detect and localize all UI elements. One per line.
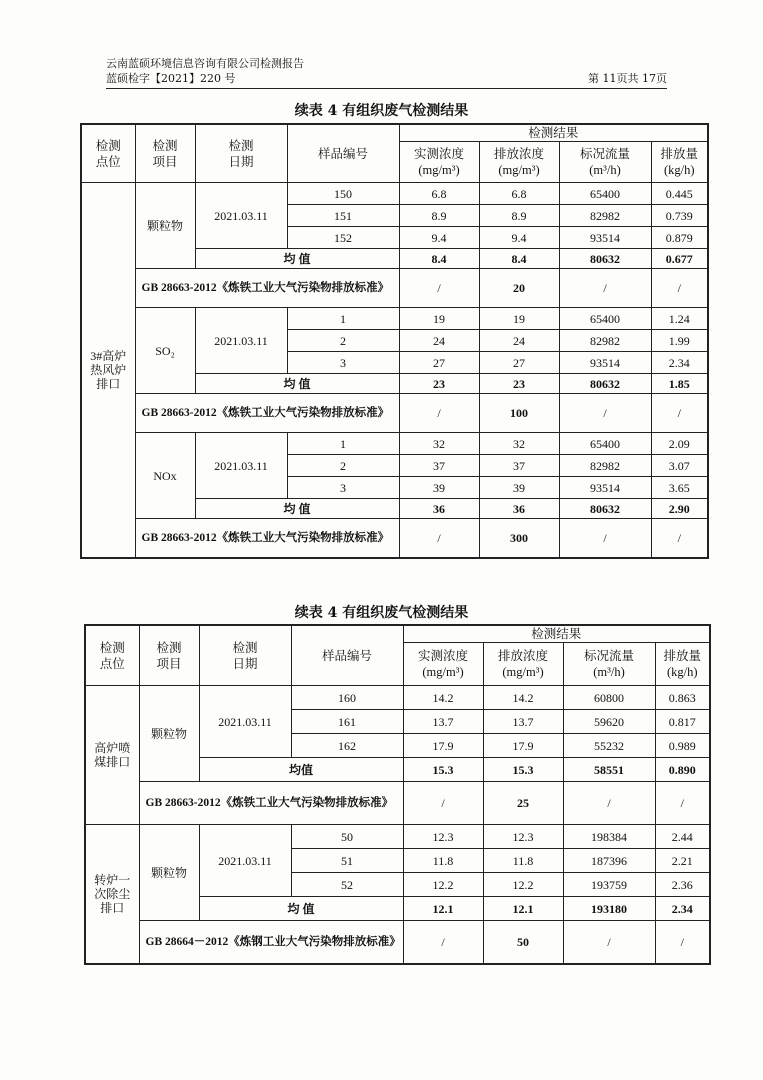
average-cell: 193180 (563, 897, 655, 921)
data-cell: 151 (287, 205, 399, 227)
data-cell: 0.817 (655, 710, 710, 734)
average-cell: 1.85 (651, 374, 708, 394)
average-cell: 12.1 (403, 897, 483, 921)
data-cell: 93514 (559, 477, 651, 499)
limit-cell: / (559, 269, 651, 308)
report-number: 蓝硕检字【2021】220 号 (106, 72, 236, 85)
item-cell: 颗粒物 (135, 183, 195, 269)
average-cell: 80632 (559, 374, 651, 394)
limit-cell: 100 (479, 394, 559, 433)
company-name: 云南蓝硕环境信息咨询有限公司检测报告 (106, 57, 304, 70)
header-item: 检测 项目 (135, 124, 195, 183)
data-cell: 32 (399, 433, 479, 455)
standard-row (85, 921, 710, 965)
page-header (106, 56, 667, 86)
data-cell: 13.7 (483, 710, 563, 734)
average-cell: 2.34 (655, 897, 710, 921)
item-cell: NOx (135, 433, 195, 519)
item-cell: 颗粒物 (139, 686, 199, 782)
data-cell: 162 (291, 734, 403, 758)
limit-cell: / (651, 519, 708, 559)
data-cell: 14.2 (483, 686, 563, 710)
header-emission-rate: 排放量 (kg/h) (655, 643, 710, 686)
data-cell: 193759 (563, 873, 655, 897)
limit-cell: / (651, 394, 708, 433)
table2-caption: 续表 4 有组织废气检测结果 (294, 605, 469, 621)
data-cell: 24 (479, 330, 559, 352)
data-cell: 60800 (563, 686, 655, 710)
data-cell: 3.65 (651, 477, 708, 499)
average-cell: 8.4 (479, 249, 559, 269)
average-cell: 12.1 (483, 897, 563, 921)
data-cell: 3 (287, 352, 399, 374)
table1-caption: 续表 4 有组织废气检测结果 (294, 103, 469, 119)
data-cell: 0.989 (655, 734, 710, 758)
emission-table-1 (80, 123, 709, 559)
date-cell: 2021.03.11 (199, 825, 291, 897)
data-cell: 198384 (563, 825, 655, 849)
data-cell: 55232 (563, 734, 655, 758)
average-cell: 0.890 (655, 758, 710, 782)
table-row (85, 825, 710, 849)
data-cell: 32 (479, 433, 559, 455)
data-cell: 1 (287, 433, 399, 455)
data-cell: 11.8 (403, 849, 483, 873)
date-cell: 2021.03.11 (199, 686, 291, 758)
average-cell: 23 (399, 374, 479, 394)
header-results: 检测结果 (399, 124, 708, 142)
header-rule (106, 88, 667, 89)
table-row (85, 686, 710, 710)
data-cell: 12.3 (483, 825, 563, 849)
data-cell: 17.9 (403, 734, 483, 758)
header-measured: 实测浓度 (mg/m³) (403, 643, 483, 686)
data-cell: 27 (399, 352, 479, 374)
average-cell: 15.3 (483, 758, 563, 782)
item-cell: 颗粒物 (139, 825, 199, 921)
table-row (81, 183, 708, 205)
emission-table-2 (84, 624, 711, 965)
data-cell: 8.9 (479, 205, 559, 227)
date-cell: 2021.03.11 (195, 308, 287, 374)
average-cell: 2.90 (651, 499, 708, 519)
data-cell: 19 (399, 308, 479, 330)
limit-cell: / (399, 519, 479, 559)
limit-cell: / (559, 519, 651, 559)
average-cell: 8.4 (399, 249, 479, 269)
standard-row (85, 782, 710, 825)
standard-label: GB 28663-2012《炼铁工业大气污染物排放标准》 (135, 519, 399, 559)
data-cell: 2 (287, 330, 399, 352)
point-cell: 3#高炉 热风炉 排口 (81, 183, 135, 559)
limit-cell: / (559, 394, 651, 433)
limit-cell: 20 (479, 269, 559, 308)
average-cell: 36 (479, 499, 559, 519)
data-cell: 152 (287, 227, 399, 249)
table-row (81, 433, 708, 455)
data-cell: 0.739 (651, 205, 708, 227)
data-cell: 6.8 (399, 183, 479, 205)
data-cell: 161 (291, 710, 403, 734)
header-emission-conc: 排放浓度 (mg/m³) (479, 142, 559, 183)
limit-cell: / (655, 921, 710, 965)
data-cell: 2.44 (655, 825, 710, 849)
header-point: 检测 点位 (81, 124, 135, 183)
data-cell: 1.24 (651, 308, 708, 330)
data-cell: 2.34 (651, 352, 708, 374)
data-cell: 82982 (559, 455, 651, 477)
average-cell: 80632 (559, 249, 651, 269)
data-cell: 65400 (559, 308, 651, 330)
standard-label: GB 28664－2012《炼钢工业大气污染物排放标准》 (139, 921, 403, 965)
data-cell: 9.4 (479, 227, 559, 249)
data-cell: 37 (399, 455, 479, 477)
data-cell: 39 (399, 477, 479, 499)
limit-cell: / (651, 269, 708, 308)
header-emission-conc: 排放浓度 (mg/m³) (483, 643, 563, 686)
data-cell: 0.879 (651, 227, 708, 249)
average-label: 均 值 (195, 499, 399, 519)
data-cell: 2 (287, 455, 399, 477)
data-cell: 65400 (559, 183, 651, 205)
data-cell: 51 (291, 849, 403, 873)
data-cell: 93514 (559, 227, 651, 249)
limit-cell: / (399, 394, 479, 433)
header-flow: 标况流量 (m³/h) (563, 643, 655, 686)
header-item: 检测 项目 (139, 625, 199, 686)
average-cell: 23 (479, 374, 559, 394)
data-cell: 39 (479, 477, 559, 499)
data-cell: 37 (479, 455, 559, 477)
point-cell: 高炉喷 煤排口 (85, 686, 139, 825)
header-emission-rate: 排放量 (kg/h) (651, 142, 708, 183)
data-cell: 11.8 (483, 849, 563, 873)
limit-cell: 50 (483, 921, 563, 965)
data-cell: 187396 (563, 849, 655, 873)
date-cell: 2021.03.11 (195, 183, 287, 249)
data-cell: 160 (291, 686, 403, 710)
limit-cell: 300 (479, 519, 559, 559)
header-point: 检测 点位 (85, 625, 139, 686)
data-cell: 82982 (559, 205, 651, 227)
average-cell: 36 (399, 499, 479, 519)
limit-cell: / (399, 269, 479, 308)
header-results: 检测结果 (403, 625, 710, 643)
data-cell: 12.2 (403, 873, 483, 897)
data-cell: 2.21 (655, 849, 710, 873)
limit-cell: 25 (483, 782, 563, 825)
data-cell: 1 (287, 308, 399, 330)
data-cell: 3 (287, 477, 399, 499)
data-cell: 0.863 (655, 686, 710, 710)
standard-row (81, 519, 708, 559)
data-cell: 3.07 (651, 455, 708, 477)
data-cell: 19 (479, 308, 559, 330)
average-cell: 80632 (559, 499, 651, 519)
header-row (81, 124, 708, 142)
header-date: 检测 日期 (195, 124, 287, 183)
standard-label: GB 28663-2012《炼铁工业大气污染物排放标准》 (135, 394, 399, 433)
date-cell: 2021.03.11 (195, 433, 287, 499)
header-row (85, 625, 710, 643)
data-cell: 150 (287, 183, 399, 205)
header-date: 检测 日期 (199, 625, 291, 686)
average-cell: 58551 (563, 758, 655, 782)
data-cell: 52 (291, 873, 403, 897)
data-cell: 8.9 (399, 205, 479, 227)
data-cell: 65400 (559, 433, 651, 455)
average-label: 均 值 (199, 897, 403, 921)
data-cell: 6.8 (479, 183, 559, 205)
average-cell: 15.3 (403, 758, 483, 782)
data-cell: 27 (479, 352, 559, 374)
data-cell: 50 (291, 825, 403, 849)
data-cell: 17.9 (483, 734, 563, 758)
data-cell: 9.4 (399, 227, 479, 249)
header-sample: 样品编号 (291, 625, 403, 686)
data-cell: 1.99 (651, 330, 708, 352)
data-cell: 2.36 (655, 873, 710, 897)
data-cell: 82982 (559, 330, 651, 352)
data-cell: 0.445 (651, 183, 708, 205)
average-label: 均 值 (195, 249, 399, 269)
average-cell: 0.677 (651, 249, 708, 269)
limit-cell: / (655, 782, 710, 825)
standard-row (81, 394, 708, 433)
standard-label: GB 28663-2012《炼铁工业大气污染物排放标准》 (139, 782, 403, 825)
data-cell: 14.2 (403, 686, 483, 710)
data-cell: 24 (399, 330, 479, 352)
data-cell: 12.3 (403, 825, 483, 849)
table-row (81, 308, 708, 330)
standard-label: GB 28663-2012《炼铁工业大气污染物排放标准》 (135, 269, 399, 308)
page-number: 第 11页共 17页 (588, 72, 667, 85)
limit-cell: / (403, 921, 483, 965)
limit-cell: / (563, 782, 655, 825)
header-sample: 样品编号 (287, 124, 399, 183)
data-cell: 13.7 (403, 710, 483, 734)
header-flow: 标况流量 (m³/h) (559, 142, 651, 183)
item-cell: SO₂ (135, 308, 195, 394)
data-cell: 93514 (559, 352, 651, 374)
data-cell: 59620 (563, 710, 655, 734)
average-label: 均 值 (195, 374, 399, 394)
limit-cell: / (563, 921, 655, 965)
header-measured: 实测浓度 (mg/m³) (399, 142, 479, 183)
data-cell: 2.09 (651, 433, 708, 455)
data-cell: 12.2 (483, 873, 563, 897)
standard-row (81, 269, 708, 308)
limit-cell: / (403, 782, 483, 825)
point-cell: 转炉一 次除尘 排口 (85, 825, 139, 965)
average-label: 均值 (199, 758, 403, 782)
